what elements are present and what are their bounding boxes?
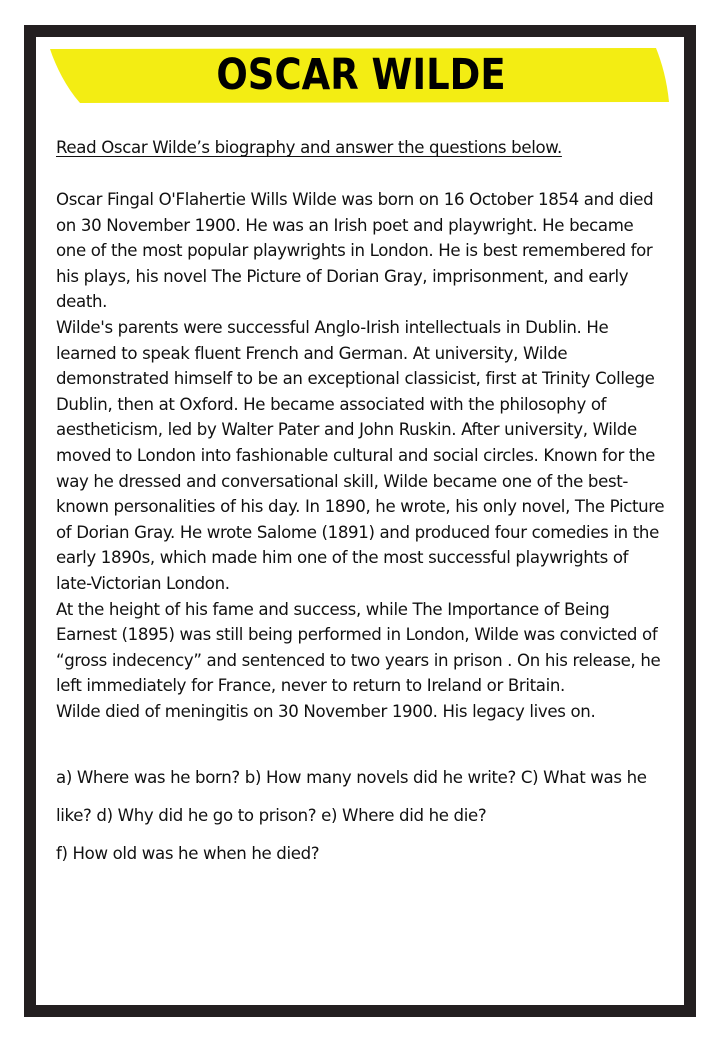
question-text: a) Where was he born? b) How many novels did he write? C) What was he like? d) Why did he go to prison? e) Where did he die? (56, 768, 647, 826)
question-text: f) How old was he when he died? (56, 844, 320, 864)
biography-paragraph: Wilde's parents were successful Anglo-Irish intellectuals in Dublin. He learned to speak fluent French and German. At university, Wilde demonstrated himself to be an exceptional classicist, first at Trinity College Dublin, then at Oxford. He became associated with the philosophy of aestheticism, led by Walter Pater and John Ruskin. After university, Wilde moved to London into fashionable cultural and social circles. Known for the way he dressed and conversational skill, Wilde became one of the best-known personalities of his day. In 1890, he wrote, his only novel, The Picture of Dorian Gray. He wrote Salome (1891) and produced four comedies in the early 1890s, which made him one of the most successful playwrights of late-Victorian London. (56, 317, 665, 593)
biography-paragraph: Wilde died of meningitis on 30 November 1900. His legacy lives on. (56, 701, 596, 721)
questions (56, 759, 668, 873)
biography-paragraph: At the height of his fame and success, while The Importance of Being Earnest (1895) was still being performed in London, Wilde was convicted of “gross indecency” and sentenced to two years in prison . On his release, he left immediately for France, never to return to Ireland or Britain. (56, 599, 661, 696)
biography-paragraph: Oscar Fingal O'Flahertie Wills Wilde was born on 16 October 1854 and died on 30 November 1900. He was an Irish poet and playwright. He became one of the most popular playwrights in London. He is best remembered for his plays, his novel The Picture of Dorian Gray, imprisonment, and early death. (56, 190, 654, 312)
worksheet-content (56, 135, 668, 873)
biography (56, 187, 668, 724)
title-banner (48, 47, 674, 103)
instruction-text: Read Oscar Wilde’s biography and answer the questions below. (56, 138, 562, 157)
page-title: OSCAR WILDE (216, 50, 506, 100)
